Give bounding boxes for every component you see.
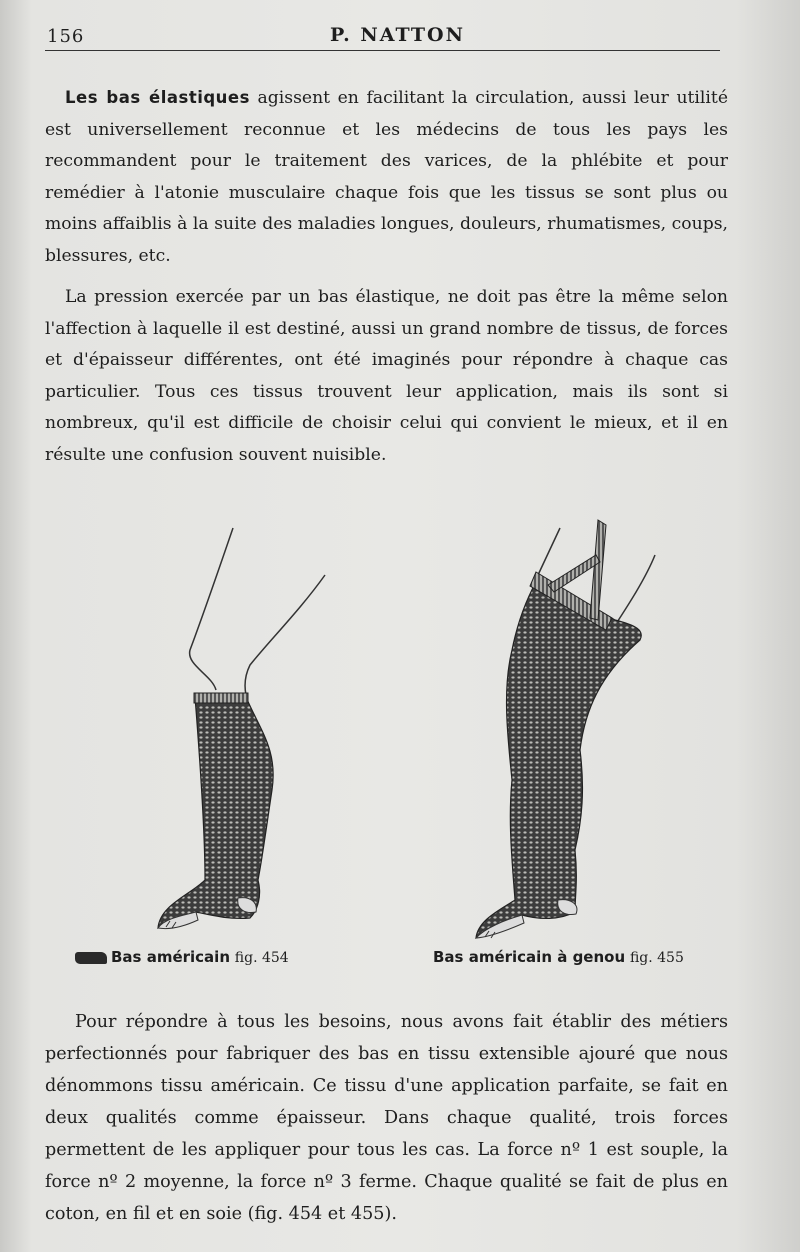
stockings-illustration: [0, 500, 800, 960]
figure-454-title: Bas américain: [111, 948, 231, 966]
figure-455-title: Bas américain à genou: [433, 948, 626, 966]
figure-454-label: fig. 454: [234, 950, 289, 966]
page-number: 156: [47, 26, 85, 47]
page-header: [45, 22, 720, 51]
running-head: P. NATTON: [330, 24, 465, 46]
figure-454-caption: [75, 948, 289, 966]
paragraph-pressure: La pression exercée par un bas élastique, ne doit pas être la même selon l'affection à laquelle il est destiné, aussi un grand nombre de tissus, de forces et d'épaisseur différentes, ont été imaginés pour répondre à chaque cas particulier. Tous ces tissus trouvent leur application, mais ils sont si nombreux, qu'il est difficile de choisir celui qui convient le mieux, et il en résulte une confusion souvent nuisible.: [45, 287, 728, 465]
figure-455-caption: [433, 948, 684, 966]
figure-illustrations: [0, 500, 800, 960]
figure-455-drawing: [476, 520, 655, 938]
paragraph-american-fabric: Pour répondre à tous les besoins, nous avons fait établir des métiers perfectionnés pour fabriquer des bas en tissu extensible ajouré que nous dénommons tissu américain. Ce tissu d'une application parfaite, se fait en deux qualités comme épaisseur. Dans chaque qualité, trois forces permettent de les appliquer pour tous les cas. La force nº 1 est souple, la force nº 2 moyenne, la force nº 3 ferme. Chaque qualité se fait de plus en coton, en fil et en soie (fig. 454 et 455).: [45, 1012, 728, 1224]
paragraph-intro-text: agissent en facilitant la circulation, aussi leur utilité est universellement reconnue et les médecins de tous les pays les recommandent pour le traitement des varices, de la phlébite et pour remédier à l'atonie musculaire chaque fois que les tissus se sont plus ou moins affaiblis à la suite des maladies longues, douleurs, rhumatismes, coups, blessures, etc.: [45, 88, 728, 266]
paragraph-lead: Les bas élastiques: [65, 88, 250, 107]
ink-blot: [75, 952, 107, 964]
figure-454-drawing: [158, 528, 325, 929]
figure-455-label: fig. 455: [629, 950, 684, 966]
paragraph-intro: [45, 82, 728, 272]
